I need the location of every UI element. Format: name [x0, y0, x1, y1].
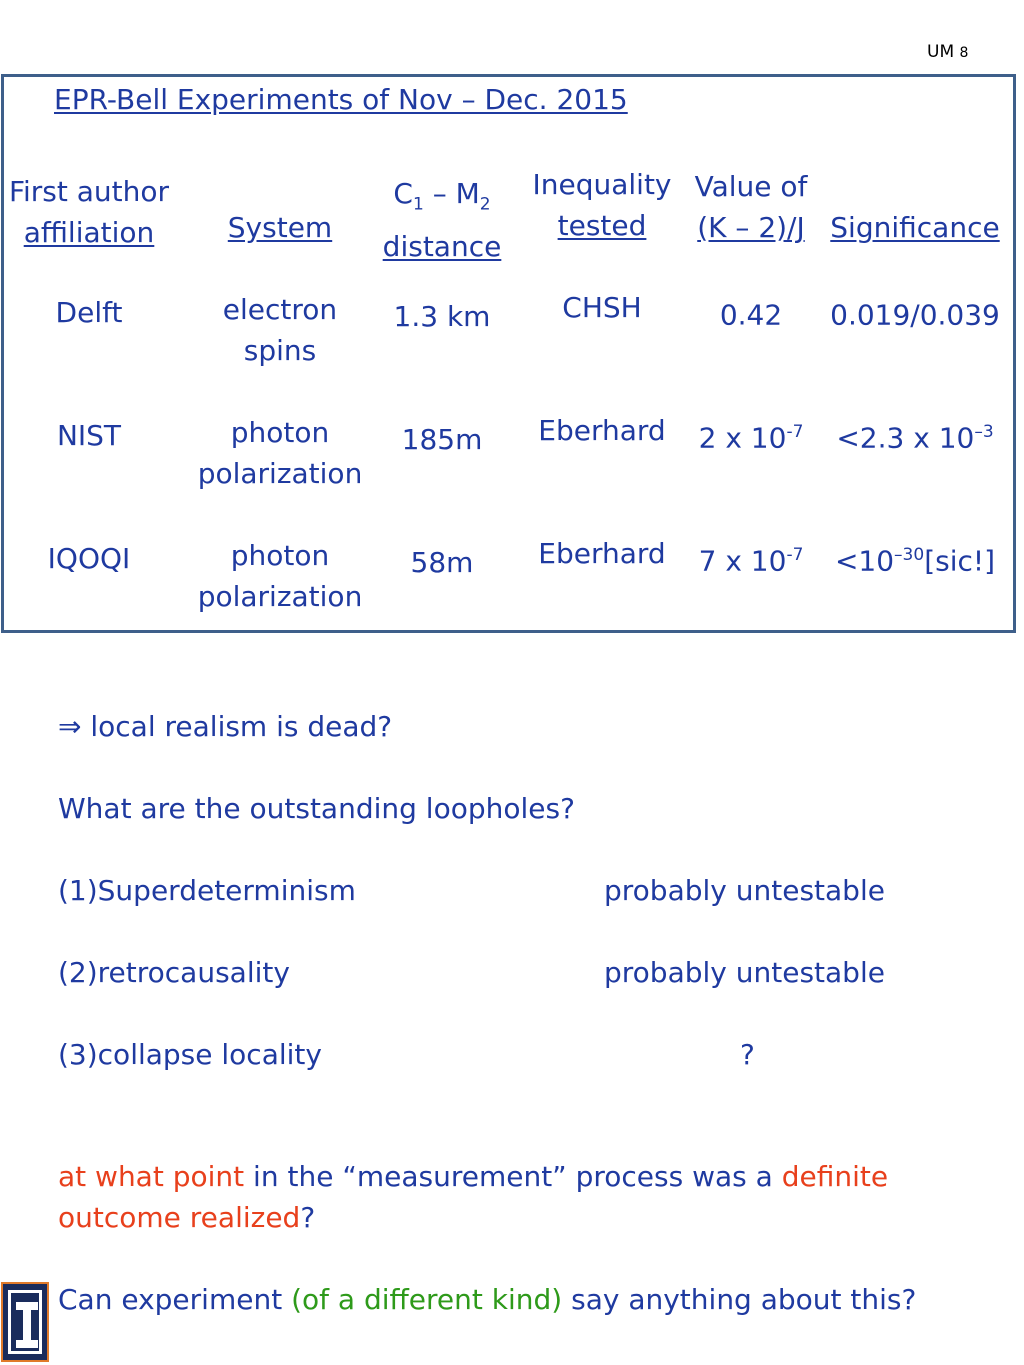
- row3-value: 7 x $10^{-7}$: [698, 544, 804, 578]
- row1-inequality: CHSH: [562, 291, 642, 324]
- loophole-1-status: probably untestable: [604, 874, 885, 907]
- header-inequality: Inequality tested: [532, 168, 672, 242]
- row1-affiliation: Delft: [55, 296, 123, 329]
- table-title: EPR-Bell Experiments of Nov – Dec. 2015: [54, 83, 628, 116]
- row3-significance: $<10^{-30}[sic!]$: [834, 544, 996, 578]
- header-system: System: [227, 211, 333, 244]
- row2-system: photon polarization: [197, 416, 363, 490]
- loophole-3-status: ?: [740, 1038, 755, 1071]
- block-i-icon: [12, 1294, 42, 1356]
- header-distance: $C_1 - M_2$ distance: [382, 177, 502, 263]
- loophole-1-label: (1)Superdeterminism: [58, 874, 356, 907]
- row3-inequality: Eberhard: [538, 537, 666, 570]
- row1-significance: 0.019/0.039: [830, 298, 1000, 332]
- loophole-2-label: (2)retrocausality: [58, 956, 290, 989]
- slide-number: UM 8: [927, 42, 969, 62]
- row3-system: photon polarization: [197, 539, 363, 613]
- row2-value: 2 x $10^{-7}$: [698, 421, 804, 455]
- loophole-2-status: probably untestable: [604, 956, 885, 989]
- row1-value: 0.42: [719, 298, 783, 332]
- header-significance: Significance: [830, 211, 1000, 244]
- university-logo-icon: [1, 1282, 49, 1362]
- experiment-question: Can experiment (of a different kind) say anything about this?: [58, 1283, 917, 1316]
- row2-affiliation: NIST: [56, 419, 122, 452]
- header-affiliation: First author affiliation: [8, 175, 170, 249]
- header-value: Value of (K – 2)/J: [694, 170, 808, 244]
- measurement-question-line2: outcome realized?: [58, 1201, 316, 1234]
- row2-inequality: Eberhard: [538, 414, 666, 447]
- measurement-question-line1: at what point in the “measurement” process was a definite: [58, 1160, 889, 1193]
- row2-significance: <2.3 x $10^{-3}$: [836, 421, 994, 455]
- row2-distance: 185m: [401, 423, 483, 456]
- implication-text: ⇒ local realism is dead?: [58, 710, 393, 743]
- row1-system: electron spins: [222, 293, 338, 367]
- loopholes-question: What are the outstanding loopholes?: [58, 792, 575, 825]
- row3-distance: 58m: [410, 546, 474, 579]
- row3-affiliation: IQOQI: [47, 542, 131, 575]
- loophole-3-label: (3)collapse locality: [58, 1038, 322, 1071]
- row1-distance: 1.3 km: [393, 300, 491, 333]
